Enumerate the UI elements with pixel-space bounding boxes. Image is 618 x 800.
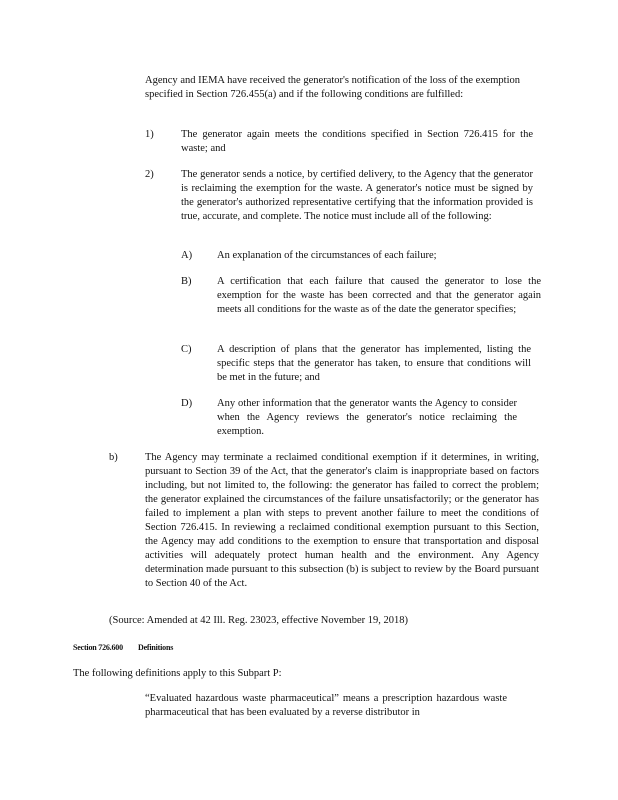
subitem-b-text: A certification that each failure that caused the generator to lose the exemption for the waste has been corrected and that the generator again meets all conditions for the waste as of the date the generator specifies; (217, 276, 541, 315)
subitem-c-label: C) (181, 344, 192, 355)
item-1-label: 1) (145, 129, 154, 140)
item-2-label: 2) (145, 169, 154, 180)
definition-paragraph: “Evaluated hazardous waste pharmaceutical” means a prescription hazardous waste pharmaceutical that has been evaluated by a reverse distributor in (145, 693, 507, 718)
subitem-a-label: A) (181, 250, 193, 261)
definitions-lead: The following definitions apply to this Subpart P: (73, 668, 282, 679)
item-1-text: The generator again meets the conditions specified in Section 726.415 for the waste; and (181, 129, 533, 154)
subitem-d-label: D) (181, 398, 193, 409)
item-2-text: The generator sends a notice, by certified delivery, to the Agency that the generator is reclaiming the exemption for the waste. A generator's notice must be signed by the generator's authorized representative certifying that the information provided is true, accurate, and complete. The notice must include all of the following: (181, 169, 533, 222)
item-b-text: The Agency may terminate a reclaimed conditional exemption if it determines, in writing, pursuant to Section 39 of the Act, that the generator's claim is inappropriate based on factors including, but not limited to, the following: the generator has failed to correct the problem; the generator explained the circumstances of the failure unsatisfactorily; or the generator has failed to implement a plan with steps to prevent another failure to meet the conditions of Section 726.415. In reviewing a reclaimed conditional exemption pursuant to this Section, the Agency may add conditions to the exemption to ensure that transportation and disposal activities will adequately protect human health and the environment. Any Agency determination made pursuant to this subsection (b) is subject to review by the Board pursuant to Section 40 of the Act. (145, 452, 539, 589)
section-title: Definitions (138, 643, 174, 652)
item-b-label: b) (109, 452, 118, 463)
intro-paragraph: Agency and IEMA have received the generator's notification of the loss of the exemption specified in Section 726.455(a) and if the following conditions are fulfilled: (145, 75, 520, 100)
section-number: Section 726.600 (73, 643, 123, 652)
subitem-c-text: A description of plans that the generator has implemented, listing the specific steps that the generator has taken, to ensure that conditions will be met in the future; and (217, 344, 531, 383)
subitem-a-text: An explanation of the circumstances of each failure; (217, 250, 437, 261)
subitem-d-text: Any other information that the generator wants the Agency to consider when the Agency reviews the generator's notice reclaiming the exemption. (217, 398, 517, 437)
source-note: (Source: Amended at 42 Ill. Reg. 23023, effective November 19, 2018) (109, 615, 408, 626)
subitem-b-label: B) (181, 276, 192, 287)
